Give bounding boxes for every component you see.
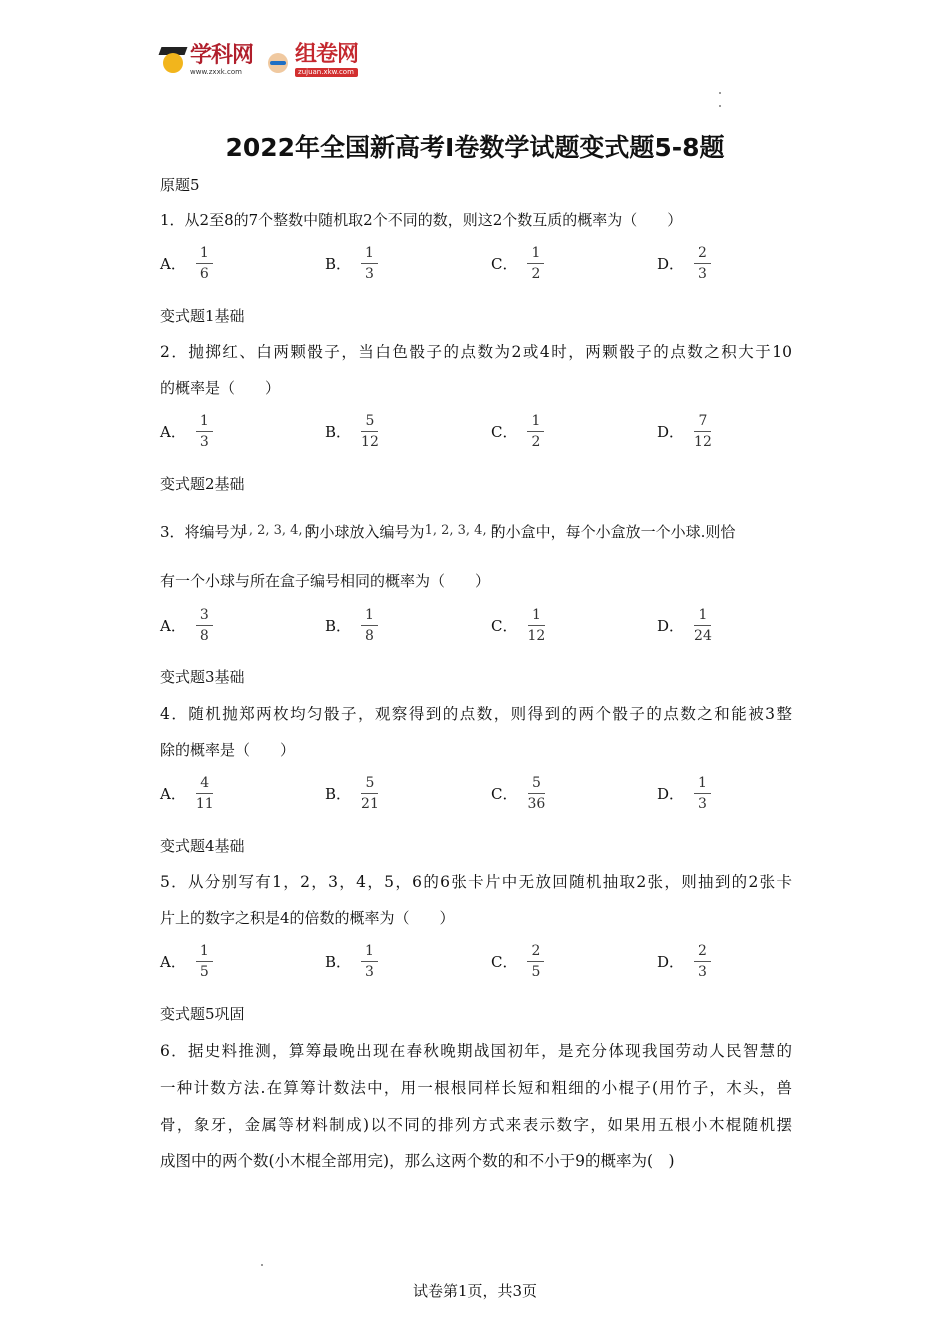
fraction: $\frac{1}{8}$	[361, 608, 378, 643]
fraction: $\frac{1}{3}$	[694, 776, 711, 811]
option-label: C．	[491, 953, 518, 971]
option-label: A．	[160, 617, 186, 635]
option-label: A．	[160, 423, 186, 441]
fraction: $\frac{1}{5}$	[196, 944, 213, 979]
question-line: 成图中的两个数(小木棍全部用完)，那么这两个数的和不小于9的概率为( )	[160, 1152, 675, 1170]
fraction: $\frac{4}{11}$	[195, 775, 214, 812]
fraction: $\frac{7}{12}$	[694, 413, 712, 450]
section-heading: 变式题3基础	[160, 668, 245, 686]
option-label: D．	[657, 953, 685, 971]
option-c[interactable]	[491, 246, 544, 281]
option-c[interactable]	[491, 776, 545, 811]
margin-mark	[261, 1264, 263, 1266]
logo1-url: www.zxxk.com	[190, 67, 242, 76]
number-set: 1, 2, 3, 4, 5	[240, 523, 315, 538]
option-b[interactable]	[325, 246, 378, 281]
margin-mark	[719, 92, 721, 94]
option-d[interactable]	[657, 608, 712, 643]
question-line: 骨，象牙，金属等材料制成)以不同的排列方式来表示数字，如果用五根小木棍随机摆	[160, 1116, 792, 1134]
option-label: A．	[160, 953, 186, 971]
option-label: C．	[491, 423, 518, 441]
option-label: D．	[657, 617, 685, 635]
section-heading: 变式题1基础	[160, 307, 245, 325]
fraction: $\frac{1}{2}$	[527, 246, 544, 281]
logo2-text: 组卷网	[295, 41, 359, 67]
logo2-sub: zujuan.xkw.com	[295, 68, 358, 77]
fraction: $\frac{1}{3}$	[361, 944, 378, 979]
option-label: B．	[325, 423, 352, 441]
option-label: D．	[657, 423, 685, 441]
option-label: D．	[657, 785, 685, 803]
header-logos	[160, 42, 358, 78]
fraction: $\frac{1}{6}$	[196, 246, 213, 281]
question-line: 有一个小球与所在盒子编号相同的概率为（ ）	[160, 572, 491, 590]
xuekewang-mascot-icon	[160, 45, 186, 75]
fraction: $\frac{1}{2}$	[527, 414, 544, 449]
page-title: 2022年全国新高考Ⅰ卷数学试题变式题5-8题	[225, 133, 725, 162]
option-a[interactable]	[160, 246, 213, 281]
fraction: $\frac{3}{8}$	[196, 608, 213, 643]
option-d[interactable]	[657, 246, 711, 281]
option-d[interactable]	[657, 776, 711, 811]
option-d[interactable]	[657, 414, 712, 449]
option-label: B．	[325, 617, 352, 635]
logo1-text: 学科网	[190, 42, 254, 68]
question-3-line-1: 3．将编号为 1, 2, 3, 4, 5 的小球放入编号为 1, 2, 3, 4, 5 的小盒中，每个小盒放一个小球.则恰	[160, 523, 736, 541]
page-footer: 试卷第1页，共3页	[412, 1282, 538, 1300]
option-b[interactable]	[325, 944, 378, 979]
section-heading: 变式题5巩固	[160, 1005, 245, 1023]
option-b[interactable]	[325, 608, 378, 643]
question-line: 5．从分别写有1，2，3，4，5，6的6张卡片中无放回随机抽取2张，则抽到的2张卡	[160, 873, 792, 891]
section-heading: 变式题2基础	[160, 475, 245, 493]
option-b[interactable]	[325, 414, 379, 449]
fraction: $\frac{5}{21}$	[361, 775, 379, 812]
question-line: 一种计数方法.在算筹计数法中，用一根根同样长短和粗细的小棍子(用竹子，木头，兽	[160, 1079, 792, 1097]
zujuanwang-logo	[295, 41, 359, 77]
question-line: 片上的数字之积是4的倍数的概率为（ ）	[160, 909, 455, 927]
option-a[interactable]	[160, 414, 213, 449]
option-label: C．	[491, 617, 518, 635]
fraction: $\frac{1}{12}$	[527, 607, 546, 644]
question-line: 6．据史料推测，算筹最晚出现在春秋晚期战国初年，是充分体现我国劳动人民智慧的	[160, 1042, 792, 1060]
xuekewang-logo	[190, 42, 254, 76]
question-line: 的概率是（ ）	[160, 379, 281, 397]
option-label: B．	[325, 953, 352, 971]
option-a[interactable]	[160, 944, 213, 979]
fraction: $\frac{2}{5}$	[527, 944, 544, 979]
option-label: B．	[325, 255, 352, 273]
option-label: A．	[160, 255, 186, 273]
number-set: 1, 2, 3, 4, 5	[424, 523, 499, 538]
option-c[interactable]	[491, 414, 544, 449]
question-line: 除的概率是（ ）	[160, 741, 296, 759]
fraction: $\frac{2}{3}$	[694, 944, 711, 979]
question-line: 1．从2至8的7个整数中随机取2个不同的数，则这2个数互质的概率为（ ）	[160, 211, 683, 229]
option-label: C．	[491, 255, 518, 273]
margin-mark	[719, 105, 721, 107]
fraction: $\frac{1}{3}$	[196, 414, 213, 449]
option-a[interactable]	[160, 608, 213, 643]
option-d[interactable]	[657, 944, 711, 979]
option-label: A．	[160, 785, 186, 803]
option-label: D．	[657, 255, 685, 273]
option-b[interactable]	[325, 776, 379, 811]
question-line: 2．抛掷红、白两颗骰子，当白色骰子的点数为2或4时，两颗骰子的点数之积大于10	[160, 343, 792, 361]
fraction: $\frac{5}{12}$	[361, 413, 379, 450]
option-label: C．	[491, 785, 518, 803]
fraction: $\frac{2}{3}$	[694, 246, 711, 281]
fraction: $\frac{5}{36}$	[527, 775, 546, 812]
section-heading: 变式题4基础	[160, 837, 245, 855]
option-label: B．	[325, 785, 352, 803]
option-c[interactable]	[491, 944, 544, 979]
zujuanwang-mascot-icon	[265, 45, 291, 75]
question-line: 4．随机抛郑两枚均匀骰子，观察得到的点数，则得到的两个骰子的点数之和能被3整	[160, 705, 792, 723]
fraction: $\frac{1}{24}$	[694, 607, 712, 644]
section-heading: 原题5	[160, 176, 200, 194]
option-a[interactable]	[160, 776, 214, 811]
option-c[interactable]	[491, 608, 545, 643]
fraction: $\frac{1}{3}$	[361, 246, 378, 281]
